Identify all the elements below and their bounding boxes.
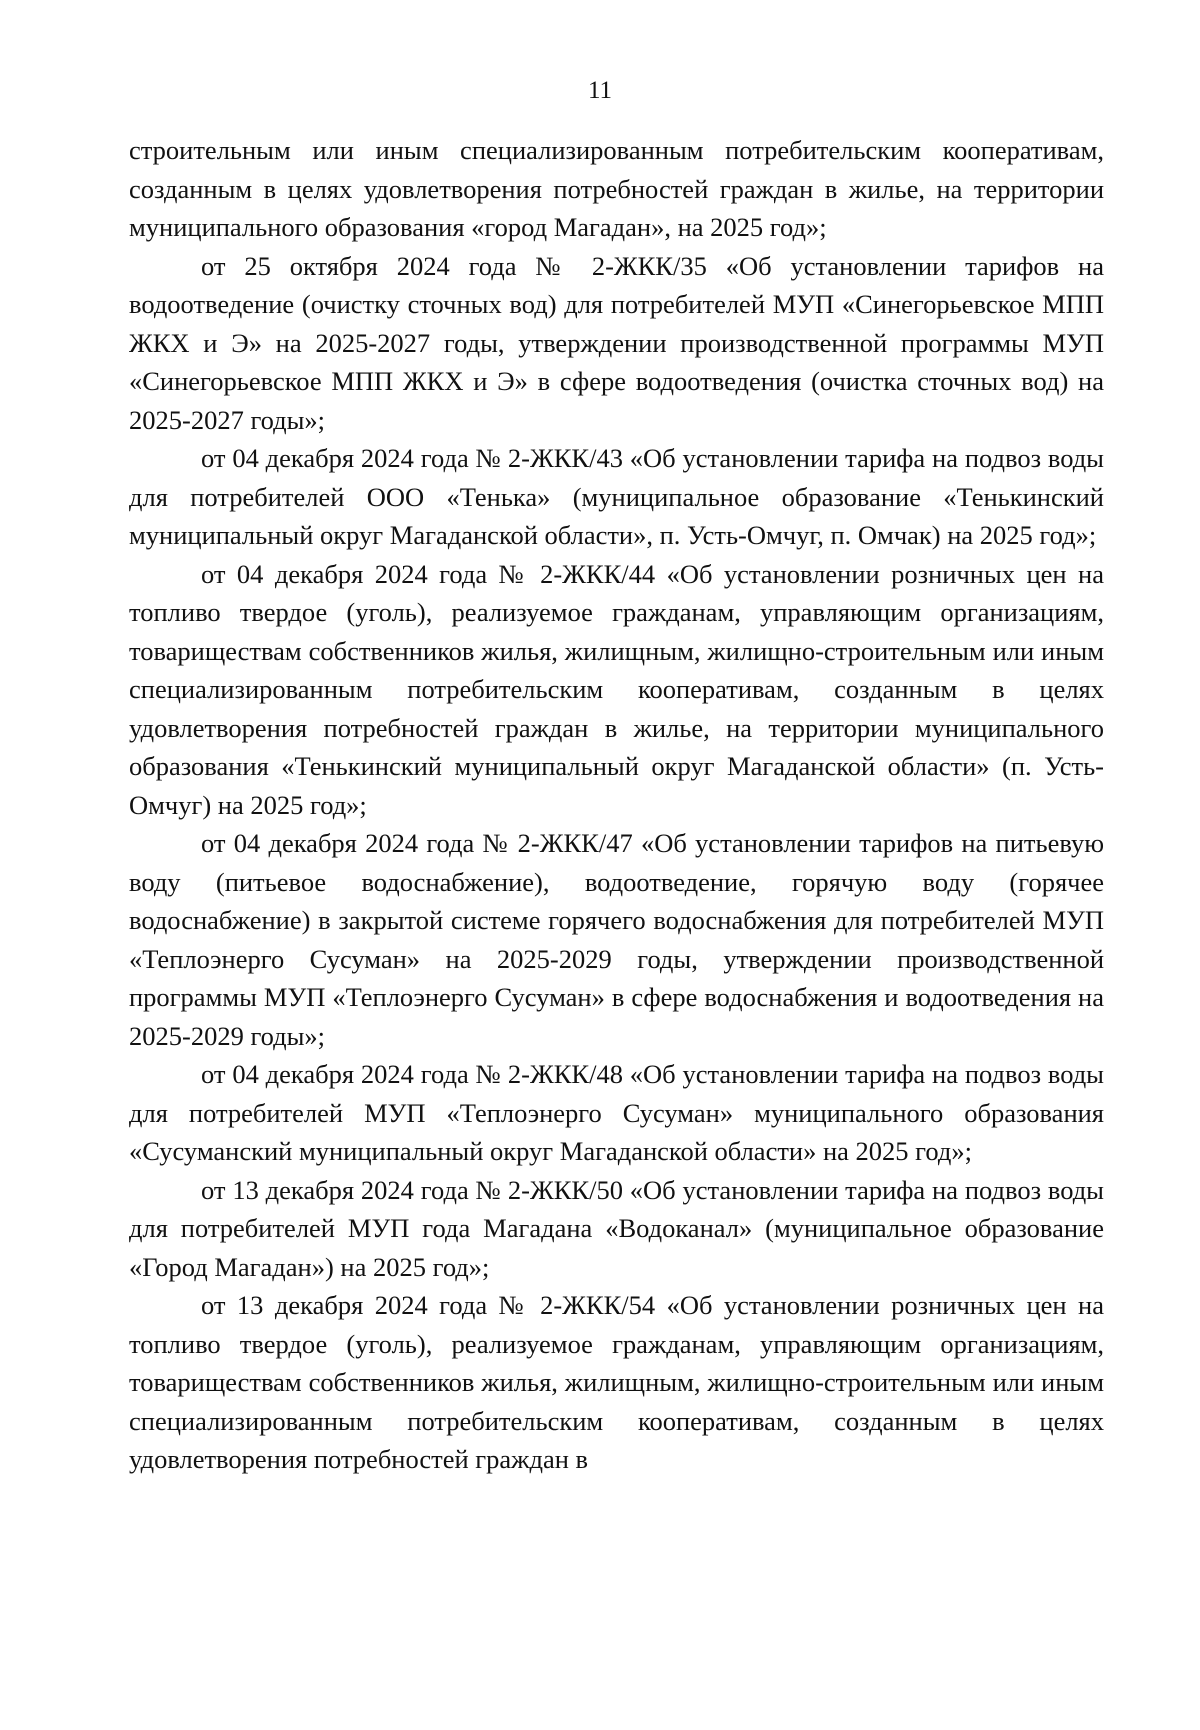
document-body bbox=[129, 131, 1104, 1479]
paragraph-order-2-zhkk-43: от 04 декабря 2024 года № 2-ЖКК/43 «Об установлении тарифа на подвоз воды для потребителей ООО «Тенька» (муниципальное образование «Тенькинский муниципальный округ Магаданской области», п. Усть-Омчуг, п. Омчак) на 2025 год»; bbox=[129, 443, 1104, 550]
paragraph-order-2-zhkk-47: от 04 декабря 2024 года № 2-ЖКК/47 «Об установлении тарифов на питьевую воду (питьевое водоснабжение), водоотведение, горячую воду (горячее водоснабжение) в закрытой системе горячего водоснабжения для потребителей МУП «Теплоэнерго Сусуман» на 2025-2029 годы, утверждении производственной программы МУП «Теплоэнерго Сусуман» в сфере водоснабжения и водоотведения на 2025-2029 годы»; bbox=[129, 828, 1104, 1051]
paragraph-continued: строительным или иным специализированным потребительским кооперативам, созданным в целях удовлетворения потребностей граждан в жилье, на территории муниципального образования «город Магадан», на 2025 год»; bbox=[129, 135, 1104, 242]
paragraph-order-2-zhkk-48: от 04 декабря 2024 года № 2-ЖКК/48 «Об установлении тарифа на подвоз воды для потребителей МУП «Теплоэнерго Сусуман» муниципального образования «Сусуманский муниципальный округ Магаданской области» на 2025 год»; bbox=[129, 1059, 1104, 1166]
paragraph-order-2-zhkk-54: от 13 декабря 2024 года № 2-ЖКК/54 «Об установлении розничных цен на топливо твердое (уголь), реализуемое гражданам, управляющим организациям, товариществам собственников жилья, жилищным, жилищно-строительным или иным специализированным потребительским кооперативам, созданным в целях удовлетворения потребностей граждан в bbox=[129, 1290, 1104, 1474]
paragraph-order-2-zhkk-35: от 25 октября 2024 года № 2-ЖКК/35 «Об установлении тарифов на водоотведение (очистку сточных вод) для потребителей МУП «Синегорьевское МПП ЖКХ и Э» на 2025-2027 годы, утверждении производственной программы МУП «Синегорьевское МПП ЖКХ и Э» в сфере водоотведения (очистка сточных вод) на 2025-2027 годы»; bbox=[129, 250, 1104, 435]
page-number: 11 bbox=[587, 77, 613, 104]
paragraph-order-2-zhkk-44: от 04 декабря 2024 года № 2-ЖКК/44 «Об установлении розничных цен на топливо твердое (уголь), реализуемое гражданам, управляющим организациям, товариществам собственников жилья, жилищным, жилищно-строительным или иным специализированным потребительским кооперативам, созданным в целях удовлетворения потребностей граждан в жилье, на территории муниципального образования «Тенькинский муниципальный округ Магаданской области» (п. Усть-Омчуг) на 2025 год»; bbox=[129, 558, 1104, 820]
paragraph-order-2-zhkk-50: от 13 декабря 2024 года № 2-ЖКК/50 «Об установлении тарифа на подвоз воды для потребителей МУП года Магадана «Водоканал» (муниципальное образование «Город Магадан») на 2025 год»; bbox=[129, 1174, 1104, 1282]
